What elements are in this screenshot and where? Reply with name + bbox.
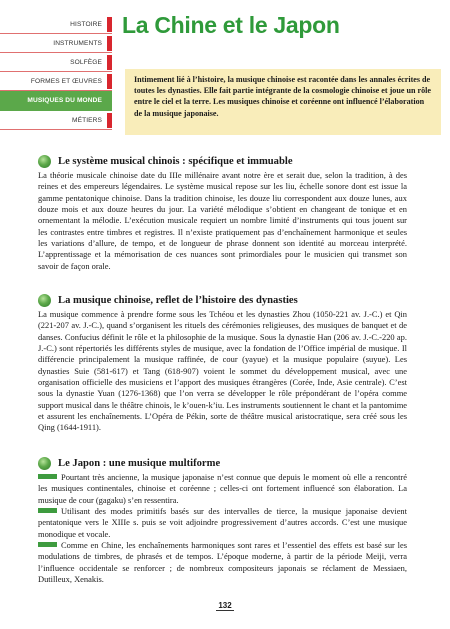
nav-item-histoire[interactable]: HISTOIRE — [0, 15, 112, 34]
section-body: La musique commence à prendre forme sous les Tchéou et les dynasties Zhou (1050-221 av. J.-C.) et Qin (221-207 av. J.-C.), quand s’organisent les rituels des cérémonies religieuses, des musiques de banquet et de danses. Confucius définit le rôle et la philosophie de la musique. Sous la dynastie Han (206 av. J.-C.-220 ap. J.-C.) sont répertoriés les différents styles de musique, avec la fondation de l’Office impérial de musique. Il différencie principalement la musique raffinée, de cour (yayue) et la musique populaire (suyue). Les dynasties Suie (581-617) et Tang (618-907) voient le sommet du développement musical, avec une organisation officielle des musiciens et l’apport des musiques étrangères (Corée, Inde, Asie centrale). C’est sous la dynastie Yuan (1276-1368) que l’on verra se développer le rôle prépondérant de l’opéra comme support musical dans le théâtre chinois, le k’ouen-k’iu. Les instruments soutiennent le chant et la pantomime et assurent les enchaînements. L’Opéra de Pékin, sorte de théâtre musical aristocratique, sera créé sous les Qing (1644-1911). — [38, 309, 407, 433]
paragraph: Utilisant des modes primitifs basés sur des intervalles de tierce, la musique japonaise devient pentatonique vers le XIIIe s. puis se voit adjoindre progressivement d’autres accords. C’est une musique monodique et vocale. — [38, 506, 407, 539]
nav-marker — [107, 93, 112, 108]
nav-marker — [107, 36, 112, 51]
bullet-icon — [38, 155, 51, 168]
section-heading: Le Japon : une musique multiforme — [38, 457, 220, 470]
section-heading: Le système musical chinois : spécifique et immuable — [38, 155, 293, 168]
nav-item-formes-et-oeuvres[interactable]: FORMES ET ŒUVRES — [0, 72, 112, 91]
nav-item-musiques-du-monde[interactable]: MUSIQUES DU MONDE — [0, 91, 112, 111]
bullet-icon — [38, 294, 51, 307]
bullet-icon — [38, 457, 51, 470]
page-title: La Chine et le Japon — [122, 12, 340, 38]
intro-box: Intimement lié à l’histoire, la musique chinoise est racontée dans les annales écrites de toutes les dynasties. Elle fait partie intégrante de la cosmologie chinoise et joue un rôle entre le ciel et la terre. Les musiques chinoise et coréenne ont influencé l’élaboration de la musique japonaise. — [125, 69, 441, 135]
paragraph-bar-icon — [38, 542, 57, 547]
nav-marker — [107, 113, 112, 128]
paragraph: Pourtant très ancienne, la musique japonaise n’est connue que depuis le moment où elle a rencontré les musiques continentales, chinoise et coréenne ; celles-ci ont fortement influencé son élaboration. La musique de cour (gagaku) s’en ressentira. — [38, 472, 407, 505]
page-number: 132 — [218, 601, 232, 610]
section-nav — [0, 15, 112, 130]
paragraph: Comme en Chine, les enchaînements harmoniques sont rares et l’essentiel des effets est basé sur les modulations de timbres, de phrasés et de tempos. L’époque moderne, à partir de la période Meiji, verra l’influence occidentale se renforcer ; de nombreux compositeurs japonais se réclament de Messiaen, Dutilleux, Xenakis. — [38, 540, 407, 585]
section-body: La théorie musicale chinoise date du IIIe millénaire avant notre ère et serait due, selon la tradition, à des reines et des empereurs légendaires. Le système musical repose sur les liu, échelle sonore dont est issue la gamme pentatonique chinoise. Dans la tradition chinoise, les douze liu correspondent aux douze lunes, aux douze mois et aux douze heures du jour. La variété mélodique s’obtient en changeant de tonique et en ornementant la mélodie. L’exécution musicale requiert un nombre limité d’instruments qui tous jouent sur les contrastes entre timbres et registres. Il n’existe pratiquement pas d’enchaînement harmonique et seules les variations d’allure, de tempo, et de longueur de phrase donnent son identité au morceau interprété. L’apprentissage et la mémorisation de ces nuances sont primordiales pour le musicien qui transmet son savoir de façon orale. — [38, 170, 407, 271]
nav-item-metiers[interactable]: MÉTIERS — [0, 111, 112, 130]
paragraph-bar-icon — [38, 474, 57, 479]
section-heading: La musique chinoise, reflet de l’histoire des dynasties — [38, 294, 298, 307]
nav-marker — [107, 55, 112, 70]
nav-item-solfege[interactable]: SOLFÈGE — [0, 53, 112, 72]
nav-item-instruments[interactable]: INSTRUMENTS — [0, 34, 112, 53]
nav-marker — [107, 17, 112, 32]
nav-marker — [107, 74, 112, 89]
section-body — [38, 472, 407, 585]
paragraph-bar-icon — [38, 508, 57, 513]
